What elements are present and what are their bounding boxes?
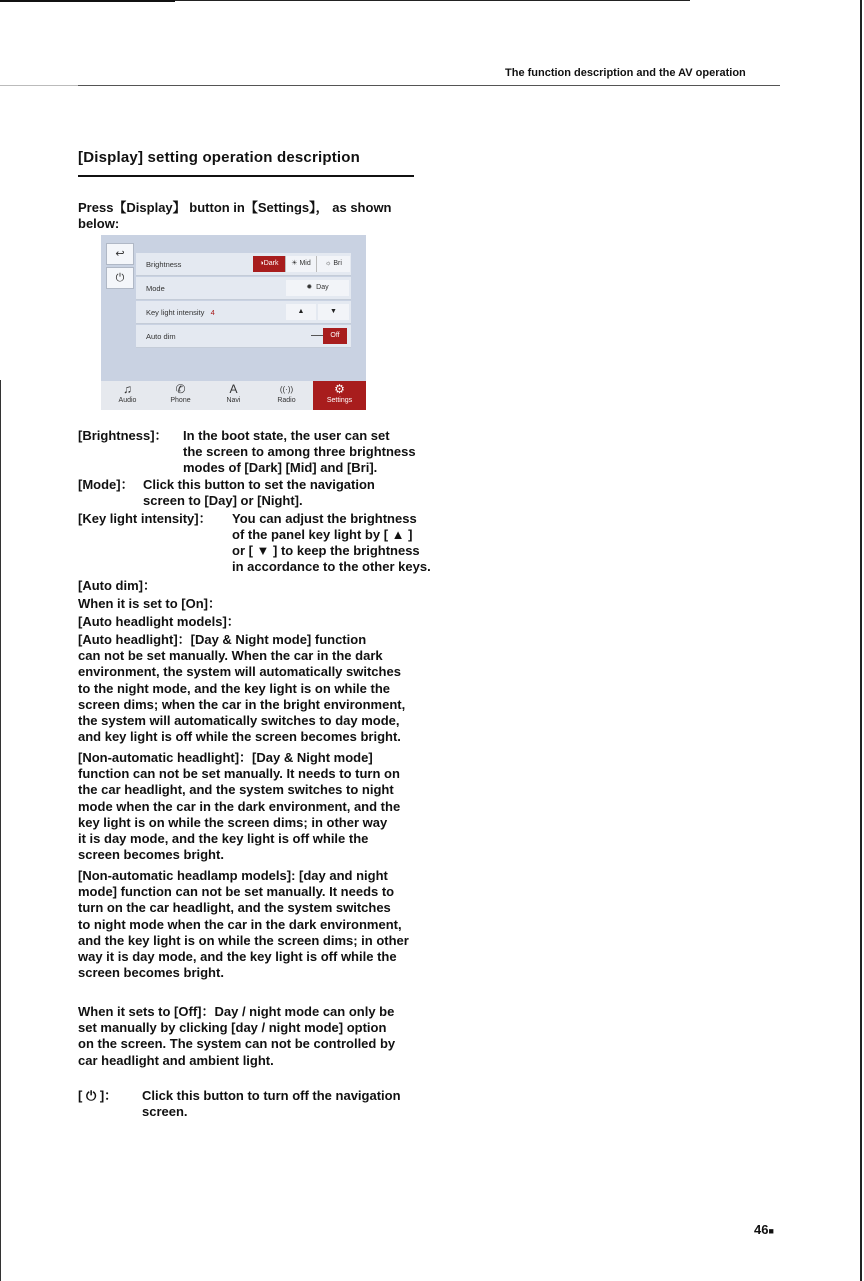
power-desc-line-2: screen. — [142, 1104, 188, 1119]
key-light-desc-tag: [Key light intensity]： — [78, 511, 212, 526]
auto-dim-row — [136, 325, 351, 348]
section-title: [Display] setting operation description — [78, 149, 360, 166]
section-title-underline — [78, 175, 414, 177]
settings-panel — [136, 245, 351, 353]
brightness-label: Brightness — [146, 260, 182, 269]
left-edge-rule — [0, 380, 1, 1281]
brightness-desc-line-2: the screen to among three brightness — [183, 444, 416, 459]
auto-dim-on-line: When it is set to [On]： — [78, 596, 221, 611]
key-light-label: Key light intensity 4 — [146, 308, 215, 317]
mode-desc-tag: [Mode]： — [78, 477, 134, 492]
key-light-desc-line-3: or [ ▼ ] to keep the brightness — [232, 543, 420, 558]
header-rule — [78, 85, 780, 86]
auto-dim-label: Auto dim — [146, 332, 176, 341]
brightness-mid-option[interactable]: ☀ Mid — [285, 256, 316, 272]
power-icon: ⏻ — [115, 272, 125, 284]
tab-phone[interactable]: ✆ Phone — [154, 381, 207, 410]
key-light-desc-line-4: in accordance to the other keys. — [232, 559, 431, 574]
auto-dim-desc-tag: [Auto dim]： — [78, 578, 156, 593]
key-light-value: 4 — [210, 308, 215, 317]
intro-text — [78, 200, 438, 232]
bottom-tab-bar — [101, 381, 366, 410]
tab-settings[interactable]: ⚙ Settings — [313, 381, 366, 410]
auto-headlight-paragraph: [Auto headlight]：[Day & Night mode] function can not be set manually. When the car in the dark environment, the system will automatically switches to the night mode, and the key light is on while the screen dims; when the car in the bright environment, the system will automatically switches to day mode, and key light is off while the screen becomes bright. — [78, 632, 406, 745]
music-note-icon: ♫ — [123, 382, 132, 396]
brightness-desc-line-1: In the boot state, the user can set — [183, 428, 390, 443]
navigation-icon: A — [229, 382, 238, 396]
non-automatic-headlamp-paragraph: [Non-automatic headlamp models]: [day and night mode] function can not be set manually. It needs to turn on the car headlight, and the system switches to night mode when the car in the dark environment, and the key light is on while the screen dims; in other way it is day mode, and the key light is off while the screen becomes bright. — [78, 868, 409, 981]
running-title: The function description and the AV operation — [505, 67, 746, 79]
brightness-bri-option[interactable]: ☼ Bri — [316, 256, 350, 272]
mode-desc-line-1: Click this button to set the navigation — [143, 477, 375, 492]
mode-label: Mode — [146, 284, 165, 293]
page-number: 46■ — [754, 1222, 774, 1237]
key-light-desc-line-2: of the panel key light by [ ▲ ] — [232, 527, 413, 542]
tab-navi[interactable]: A Navi — [207, 381, 260, 410]
auto-headlight-models-line: [Auto headlight models]： — [78, 614, 240, 629]
display-settings-screenshot — [101, 235, 366, 410]
key-light-row — [136, 301, 351, 324]
auto-dim-toggle[interactable]: Off — [323, 328, 347, 344]
brightness-dark-option[interactable]: ◑Dark — [253, 256, 285, 272]
power-button[interactable] — [106, 267, 134, 289]
brightness-row — [136, 253, 351, 276]
power-desc-line-1: Click this button to turn off the navigation — [142, 1088, 401, 1103]
right-edge-rule — [860, 0, 862, 1281]
intro-line-1: Press【Display】 button in【Settings】， as shown — [78, 200, 392, 215]
mode-desc-line-2: screen to [Day] or [Night]. — [143, 493, 303, 508]
back-icon: ↩ — [115, 248, 125, 260]
gear-icon: ⚙ — [334, 382, 345, 396]
mode-row — [136, 277, 351, 300]
non-automatic-headlight-paragraph: [Non-automatic headlight]：[Day & Night mode] function can not be set manually. It needs to turn on the car headlight, and the system switches to night mode when the car in the dark environment, and the key light is on while the screen dims; in other way it is day mode, and the key light is off while the screen becomes bright. — [78, 750, 401, 863]
key-light-down-button[interactable]: ▼ — [318, 304, 349, 320]
brightness-desc-line-3: modes of [Dark] [Mid] and [Bri]. — [183, 460, 378, 475]
brightness-desc-tag: [Brightness]： — [78, 428, 168, 443]
key-light-up-button[interactable]: ▲ — [286, 304, 316, 320]
auto-dim-toggle-track — [311, 335, 323, 336]
radio-icon: ((·)) — [279, 385, 294, 394]
tab-radio[interactable]: ((·)) Radio — [260, 381, 313, 410]
top-rule-bold — [0, 0, 175, 2]
sun-icon: ✹ — [306, 284, 317, 291]
header-rule-left — [0, 85, 78, 86]
tab-audio[interactable]: ♫ Audio — [101, 381, 154, 410]
intro-line-2: below: — [78, 216, 120, 231]
mode-button[interactable] — [286, 280, 349, 296]
phone-icon: ✆ — [175, 382, 186, 396]
key-light-desc-line-1: You can adjust the brightness — [232, 511, 417, 526]
power-desc-tag: [ ⏻ ]： — [78, 1088, 118, 1103]
back-button[interactable] — [106, 243, 134, 265]
off-setting-paragraph: When it sets to [Off]：Day / night mode can only be set manually by clicking [day / night mode] option on the screen. The system can not be controlled by car headlight and ambient light. — [78, 1004, 396, 1068]
mode-value: Day — [316, 284, 329, 291]
